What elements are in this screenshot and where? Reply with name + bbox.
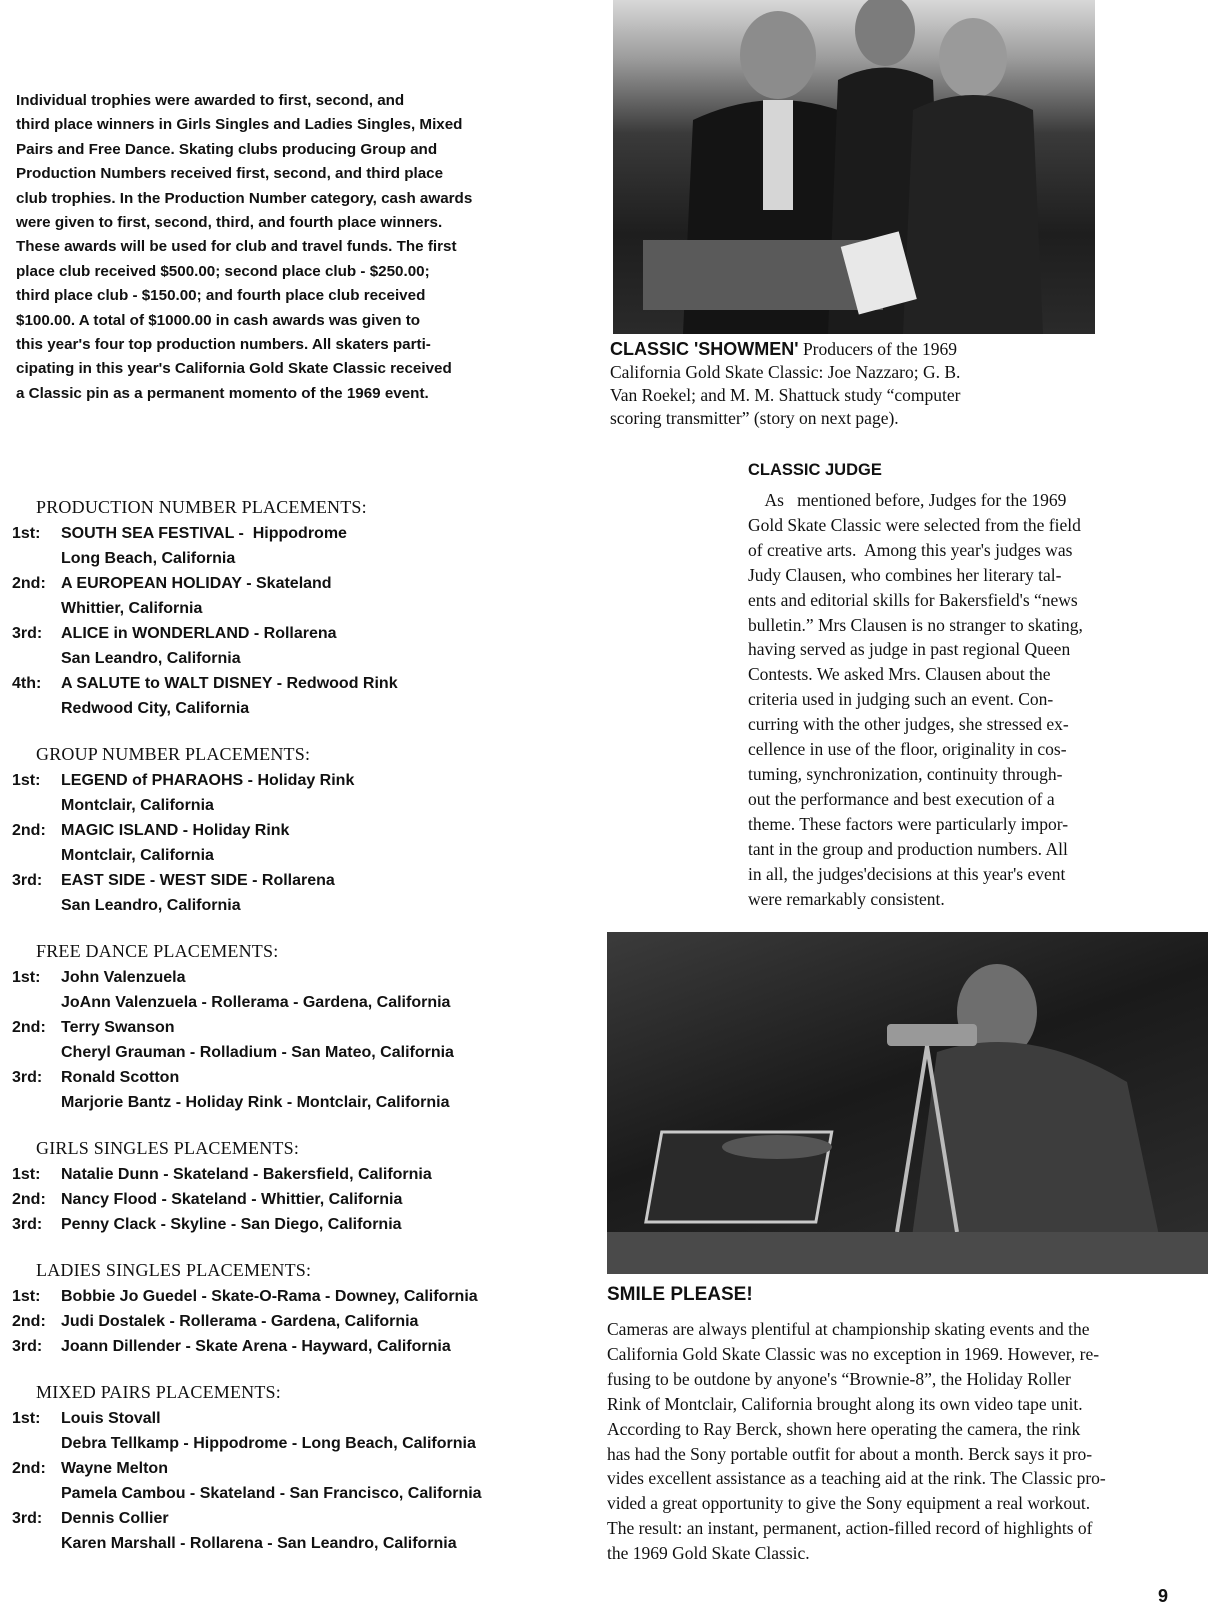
intro-line: Pairs and Free Dance. Skating clubs producing Group and <box>16 140 438 158</box>
classic-judge-line: tuming, synchronization, continuity through- <box>748 763 1063 784</box>
classic-judge-line: cellence in use of the floor, originality in cos- <box>748 739 1067 760</box>
showmen-caption-first-line <box>610 338 1130 361</box>
smile-please-line: fusing to be outdone by anyone's “Brownie-8”, the Holiday Roller <box>607 1368 1071 1389</box>
placement-entry <box>12 965 592 1015</box>
placement-line: Terry Swanson <box>61 1019 175 1036</box>
placement-entry <box>12 1334 592 1359</box>
intro-line: third place winners in Girls Singles and Ladies Singles, Mixed <box>16 116 463 134</box>
smile-please-line: California Gold Skate Classic was no exception in 1969. However, re- <box>607 1343 1100 1364</box>
placement-entry <box>12 1506 592 1556</box>
placement-entry <box>12 1212 592 1237</box>
placement-line: Marjorie Bantz - Holiday Rink - Montclair, California <box>61 1094 450 1111</box>
placement-line: A EUROPEAN HOLIDAY - Skateland <box>61 575 332 592</box>
placement-line: ALICE in WONDERLAND - Rollarena <box>61 625 337 642</box>
placement-entry <box>12 1456 592 1506</box>
placement-line: Karen Marshall - Rollarena - San Leandro, California <box>61 1535 457 1552</box>
placement-entry <box>12 571 592 621</box>
placement-details <box>61 571 592 621</box>
placement-section <box>12 743 592 918</box>
placement-rank: 2nd: <box>12 1191 46 1208</box>
smile-please-line: Rink of Montclair, California brought along its own video tape unit. <box>607 1393 1083 1414</box>
placements-list <box>12 496 592 1578</box>
photo-classic-showmen <box>613 0 1095 334</box>
placement-section <box>12 1381 592 1556</box>
placement-line: EAST SIDE - WEST SIDE - Rollarena <box>61 872 335 889</box>
placement-details <box>61 671 592 721</box>
classic-judge-line: tant in the group and production numbers. All <box>748 838 1068 859</box>
showmen-caption-line: scoring transmitter” (story on next page). <box>610 408 899 428</box>
placement-section-title: PRODUCTION NUMBER PLACEMENTS: <box>36 497 367 517</box>
placement-rank: 3rd: <box>12 872 43 889</box>
placement-entry <box>12 818 592 868</box>
placement-details <box>61 1506 592 1556</box>
intro-paragraph <box>16 89 546 406</box>
placement-section-title: GROUP NUMBER PLACEMENTS: <box>36 744 311 764</box>
placement-details <box>61 818 592 868</box>
placement-line: SOUTH SEA FESTIVAL - Hippodrome <box>61 525 347 542</box>
placement-details <box>61 521 592 571</box>
placement-details <box>61 868 592 918</box>
classic-judge-line: theme. These factors were particularly impor- <box>748 813 1069 834</box>
classic-judge-line: Judy Clausen, who combines her literary tal- <box>748 564 1062 585</box>
placement-section <box>12 940 592 1115</box>
showmen-caption-first-line-text: Producers of the 1969 <box>798 339 958 359</box>
placement-section-title: GIRLS SINGLES PLACEMENTS: <box>36 1138 300 1158</box>
placement-details <box>61 1309 592 1334</box>
smile-please-line: vided a great opportunity to give the Sony equipment a real workout. <box>607 1493 1091 1514</box>
classic-judge-line: curring with the other judges, she stressed ex- <box>748 714 1069 735</box>
smile-please-heading: SMILE PLEASE! <box>607 1284 753 1305</box>
placement-rank: 3rd: <box>12 1216 43 1233</box>
placement-section <box>12 1137 592 1237</box>
placement-section <box>12 1259 592 1359</box>
placement-rank: 1st: <box>12 1166 41 1183</box>
placement-rank: 2nd: <box>12 575 46 592</box>
intro-line: These awards will be used for club and travel funds. The first <box>16 238 457 256</box>
placement-rank: 3rd: <box>12 1510 43 1527</box>
placement-line: LEGEND of PHARAOHS - Holiday Rink <box>61 772 355 789</box>
placement-rank: 3rd: <box>12 625 43 642</box>
showmen-caption-heading: CLASSIC 'SHOWMEN' <box>610 339 799 359</box>
smile-please-line: vides excellent assistance as a teaching aid at the rink. The Classic pro- <box>607 1468 1106 1489</box>
classic-judge-line: were remarkably consistent. <box>748 888 945 909</box>
smile-please-line: has had the Sony portable outfit for about a month. Berck says it pro- <box>607 1443 1093 1464</box>
placement-details <box>61 1456 592 1506</box>
smile-please-line: the 1969 Gold Skate Classic. <box>607 1543 810 1564</box>
placement-rank: 1st: <box>12 1288 41 1305</box>
photo-smile-please <box>607 932 1208 1274</box>
placement-details <box>61 621 592 671</box>
placement-rank: 1st: <box>12 772 41 789</box>
page-number: 9 <box>1157 1586 1168 1606</box>
showmen-caption-line: Van Roekel; and M. M. Shattuck study “computer <box>610 385 961 405</box>
placement-section-title: FREE DANCE PLACEMENTS: <box>36 941 279 961</box>
showmen-caption-line: California Gold Skate Classic: Joe Nazzaro; G. B. <box>610 362 961 382</box>
intro-line: Production Numbers received first, second, and third place <box>16 165 444 183</box>
classic-judge-line: of creative arts. Among this year's judges was <box>748 539 1073 560</box>
placement-line: Natalie Dunn - Skateland - Bakersfield, California <box>61 1166 432 1183</box>
placement-section-title: LADIES SINGLES PLACEMENTS: <box>36 1260 312 1280</box>
classic-judge-line: criteria used in judging such an event. Con- <box>748 689 1054 710</box>
placement-details <box>61 1406 592 1456</box>
placement-line: Cheryl Grauman - Rolladium - San Mateo, California <box>61 1044 454 1061</box>
placement-entry <box>12 671 592 721</box>
placement-rank: 2nd: <box>12 1313 46 1330</box>
placement-line: Bobbie Jo Guedel - Skate-O-Rama - Downey, California <box>61 1288 478 1305</box>
placement-line: Ronald Scotton <box>61 1069 180 1086</box>
placement-details <box>61 965 592 1015</box>
smile-please-article <box>607 1283 1207 1566</box>
placement-rank: 1st: <box>12 525 41 542</box>
placement-line: Dennis Collier <box>61 1510 169 1527</box>
placement-line: Debra Tellkamp - Hippodrome - Long Beach, California <box>61 1435 476 1452</box>
placement-line: A SALUTE to WALT DISNEY - Redwood Rink <box>61 675 398 692</box>
intro-line: $100.00. A total of $1000.00 in cash awards was given to <box>16 311 421 329</box>
showmen-caption <box>610 338 1130 430</box>
showmen-photo-illustration <box>613 0 1095 334</box>
placement-details <box>61 1284 592 1309</box>
placement-line: Nancy Flood - Skateland - Whittier, California <box>61 1191 403 1208</box>
placement-details <box>61 1065 592 1115</box>
placement-line: Wayne Melton <box>61 1460 168 1477</box>
intro-line: were given to first, second, third, and fourth place winners. <box>16 214 443 232</box>
placement-entry <box>12 1309 592 1334</box>
placement-line: Pamela Cambou - Skateland - San Francisco, California <box>61 1485 482 1502</box>
smile-please-line: Cameras are always plentiful at championship skating events and the <box>607 1319 1090 1339</box>
smile-please-body <box>607 1317 1207 1566</box>
placement-section <box>12 496 592 721</box>
placement-entry <box>12 868 592 918</box>
classic-judge-line: As mentioned before, Judges for the 1969 <box>748 490 1067 510</box>
placement-details <box>61 1162 592 1187</box>
intro-line: cipating in this year's California Gold Skate Classic received <box>16 360 452 378</box>
intro-line: place club received $500.00; second place club - $250.00; <box>16 262 430 280</box>
placement-line: MAGIC ISLAND - Holiday Rink <box>61 822 290 839</box>
classic-judge-heading: CLASSIC JUDGE <box>748 461 882 479</box>
intro-line: club trophies. In the Production Number category, cash awards <box>16 189 473 207</box>
placement-rank: 3rd: <box>12 1338 43 1355</box>
placement-rank: 2nd: <box>12 822 46 839</box>
intro-line: this year's four top production numbers. All skaters parti- <box>16 336 431 354</box>
classic-judge-line: ents and editorial skills for Bakersfield's “news <box>748 589 1078 610</box>
placement-line: Long Beach, California <box>61 550 236 567</box>
placement-rank: 1st: <box>12 1410 41 1427</box>
classic-judge-line: bulletin.” Mrs Clausen is no stranger to skating, <box>748 614 1083 635</box>
placement-line: Joann Dillender - Skate Arena - Hayward, California <box>61 1338 451 1355</box>
placement-entry <box>12 1187 592 1212</box>
placement-line: San Leandro, California <box>61 650 241 667</box>
placement-details <box>61 1334 592 1359</box>
placement-section-title: MIXED PAIRS PLACEMENTS: <box>36 1382 281 1402</box>
classic-judge-line: having served as judge in past regional Queen <box>748 639 1071 660</box>
placement-line: John Valenzuela <box>61 969 186 986</box>
placement-entry <box>12 521 592 571</box>
placement-details <box>61 1212 592 1237</box>
smile-please-line: The result: an instant, permanent, action-filled record of highlights of <box>607 1518 1093 1539</box>
placement-rank: 1st: <box>12 969 41 986</box>
placement-rank: 2nd: <box>12 1460 46 1477</box>
placement-details <box>61 1015 592 1065</box>
intro-line: a Classic pin as a permanent momento of the 1969 event. <box>16 384 429 402</box>
classic-judge-line: in all, the judges'decisions at this year's event <box>748 863 1066 884</box>
placement-entry <box>12 768 592 818</box>
placement-entry <box>12 621 592 671</box>
placement-line: Redwood City, California <box>61 700 250 717</box>
placement-line: JoAnn Valenzuela - Rollerama - Gardena, California <box>61 994 451 1011</box>
placement-rank: 4th: <box>12 675 42 692</box>
classic-judge-article <box>748 460 1188 911</box>
classic-judge-body <box>748 488 1188 911</box>
classic-judge-line: Gold Skate Classic were selected from the field <box>748 514 1081 535</box>
intro-line: third place club - $150.00; and fourth place club received <box>16 287 426 305</box>
placement-details <box>61 768 592 818</box>
placement-entry <box>12 1284 592 1309</box>
placement-entry <box>12 1015 592 1065</box>
placement-details <box>61 1187 592 1212</box>
placement-entry <box>12 1065 592 1115</box>
smile-please-line: According to Ray Berck, shown here operating the camera, the rink <box>607 1418 1081 1439</box>
placement-line: Montclair, California <box>61 797 214 814</box>
placement-line: Judi Dostalek - Rollerama - Gardena, California <box>61 1313 419 1330</box>
placement-line: San Leandro, California <box>61 897 241 914</box>
classic-judge-line: Contests. We asked Mrs. Clausen about the <box>748 664 1051 685</box>
camera-photo-illustration <box>607 932 1208 1274</box>
intro-line: Individual trophies were awarded to first, second, and <box>16 92 405 109</box>
placement-line: Penny Clack - Skyline - San Diego, California <box>61 1216 402 1233</box>
placement-entry <box>12 1162 592 1187</box>
placement-line: Whittier, California <box>61 600 203 617</box>
placement-line: Louis Stovall <box>61 1410 161 1427</box>
placement-line: Montclair, California <box>61 847 214 864</box>
placement-entry <box>12 1406 592 1456</box>
placement-rank: 2nd: <box>12 1019 46 1036</box>
placement-rank: 3rd: <box>12 1069 43 1086</box>
classic-judge-line: out the performance and best execution of a <box>748 788 1055 809</box>
